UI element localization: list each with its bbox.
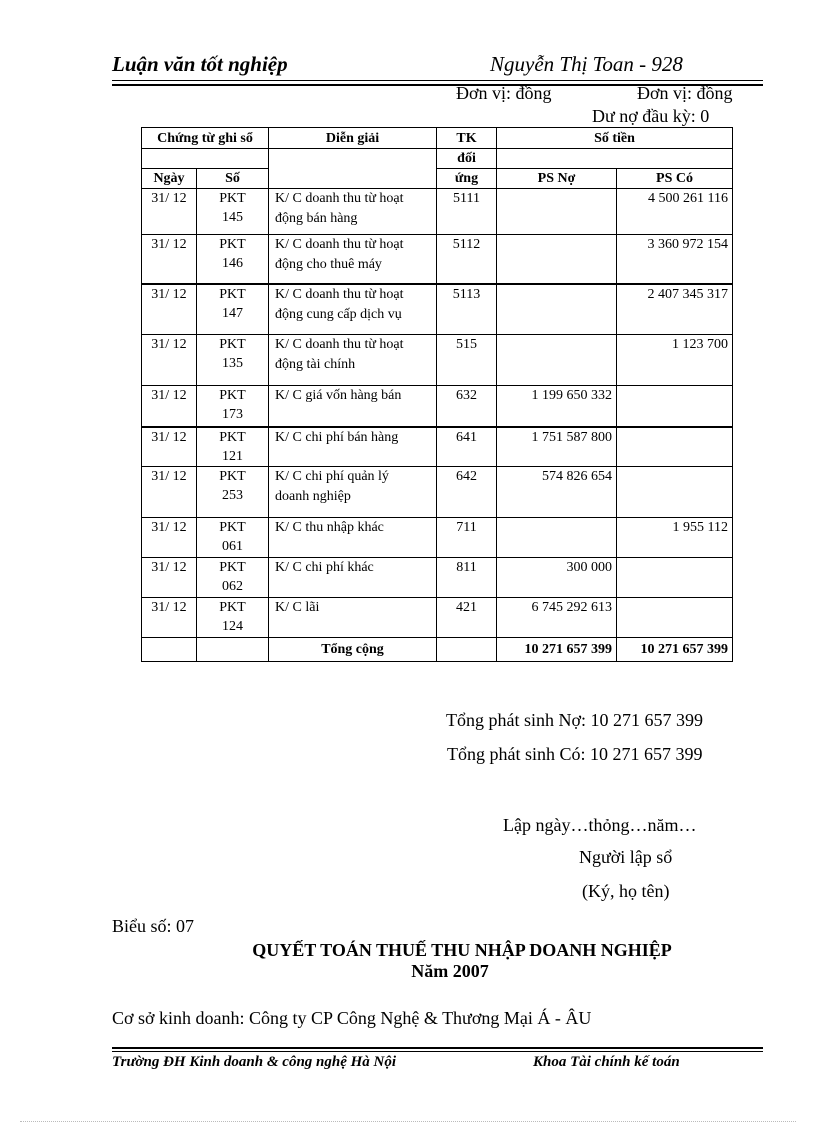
table-row — [142, 557, 733, 597]
header-account: TK — [437, 128, 497, 149]
signature-person: Người lập sổ — [579, 847, 673, 867]
row-date: 31/ 12 — [142, 427, 197, 467]
row-date: 31/ 12 — [142, 597, 197, 637]
row-credit: 2 407 345 317 — [617, 284, 733, 335]
row-debit: 1 751 587 800 — [497, 427, 617, 467]
header-voucher: Chứng từ ghi sổ — [142, 128, 269, 149]
row-credit — [617, 466, 733, 517]
row-debit: 574 826 654 — [497, 466, 617, 517]
row-description: K/ C chi phí quản lý doanh nghiệp — [269, 466, 437, 517]
table-row — [142, 386, 733, 427]
form-year: Năm 2007 — [411, 961, 489, 981]
table-row — [142, 517, 733, 557]
total-label: Tổng cộng — [269, 637, 437, 661]
row-date: 31/ 12 — [142, 466, 197, 517]
header-blank — [497, 149, 733, 169]
unit-label: Đơn vị: đồng — [637, 83, 733, 103]
total-credit-summary: Tổng phát sinh Có: 10 271 657 399 — [447, 744, 703, 764]
row-date: 31/ 12 — [142, 386, 197, 427]
row-date: 31/ 12 — [142, 284, 197, 335]
row-date: 31/ 12 — [142, 189, 197, 235]
row-debit: 1 199 650 332 — [497, 386, 617, 427]
page-edge-divider — [20, 1121, 796, 1122]
row-description: K/ C thu nhập khác — [269, 517, 437, 557]
footer-rule — [112, 1051, 763, 1052]
row-description: K/ C doanh thu từ hoạt động bán hàng — [269, 189, 437, 235]
row-number: PKT 135 — [197, 335, 269, 386]
row-debit — [497, 189, 617, 235]
row-description: K/ C doanh thu từ hoạt động cho thuê máy — [269, 235, 437, 284]
row-account: 515 — [437, 335, 497, 386]
row-date: 31/ 12 — [142, 235, 197, 284]
row-debit — [497, 335, 617, 386]
row-debit — [497, 517, 617, 557]
row-description: K/ C chi phí bán hàng — [269, 427, 437, 467]
form-title: QUYẾT TOÁN THUẾ THU NHẬP DOANH NGHIỆP — [252, 940, 672, 960]
signature-date: Lập ngày…thỏng…năm… — [503, 815, 697, 835]
header-author: Nguyễn Thị Toan - 928 — [490, 52, 683, 76]
row-number: PKT 124 — [197, 597, 269, 637]
row-account: 421 — [437, 597, 497, 637]
row-credit — [617, 597, 733, 637]
header-account-sub: đối — [437, 149, 497, 169]
header-blank — [142, 149, 269, 169]
table-row — [142, 466, 733, 517]
row-credit: 1 955 112 — [617, 517, 733, 557]
row-date: 31/ 12 — [142, 517, 197, 557]
row-debit: 6 745 292 613 — [497, 597, 617, 637]
row-credit — [617, 557, 733, 597]
header-number: Số — [197, 169, 269, 189]
form-number: Biểu số: 07 — [112, 916, 195, 936]
table-row — [142, 597, 733, 637]
row-debit — [497, 284, 617, 335]
total-credit: 10 271 657 399 — [617, 637, 733, 661]
table-row — [142, 189, 733, 235]
row-account: 711 — [437, 517, 497, 557]
unit-label: Đơn vị: đồng — [456, 83, 552, 103]
total-debit-summary: Tổng phát sinh Nợ: 10 271 657 399 — [446, 710, 704, 730]
row-number: PKT 146 — [197, 235, 269, 284]
total-blank — [142, 637, 197, 661]
ledger-table — [141, 127, 733, 662]
header-blank — [269, 149, 437, 189]
table-row — [142, 427, 733, 467]
row-account: 811 — [437, 557, 497, 597]
row-number: PKT 253 — [197, 466, 269, 517]
row-number: PKT 145 — [197, 189, 269, 235]
row-account: 642 — [437, 466, 497, 517]
row-number: PKT 061 — [197, 517, 269, 557]
header-description: Diễn giải — [269, 128, 437, 149]
header-thesis-title: Luận văn tốt nghiệp — [112, 52, 288, 76]
row-date: 31/ 12 — [142, 557, 197, 597]
row-description: K/ C doanh thu từ hoạt động cung cấp dịch vụ — [269, 284, 437, 335]
row-description: K/ C giá vốn hàng bán — [269, 386, 437, 427]
total-row — [142, 637, 733, 661]
row-debit — [497, 235, 617, 284]
signature-note: (Ký, họ tên) — [582, 881, 670, 901]
row-number: PKT 062 — [197, 557, 269, 597]
row-description: K/ C chi phí khác — [269, 557, 437, 597]
row-account: 5113 — [437, 284, 497, 335]
footer-department: Khoa Tài chính kế toán — [533, 1054, 680, 1070]
header-debit: PS Nợ — [497, 169, 617, 189]
row-number: PKT 147 — [197, 284, 269, 335]
row-description: K/ C doanh thu từ hoạt động tài chính — [269, 335, 437, 386]
row-account: 632 — [437, 386, 497, 427]
total-blank — [437, 637, 497, 661]
header-date: Ngày — [142, 169, 197, 189]
footer-rule — [112, 1047, 763, 1049]
table-row — [142, 335, 733, 386]
row-description: K/ C lãi — [269, 597, 437, 637]
footer-school: Trường ĐH Kinh doanh & công nghệ Hà Nội — [112, 1054, 397, 1070]
row-number: PKT 121 — [197, 427, 269, 467]
row-number: PKT 173 — [197, 386, 269, 427]
header-rule — [112, 80, 763, 81]
header-amount: Số tiền — [497, 128, 733, 149]
table-row — [142, 235, 733, 284]
total-blank — [197, 637, 269, 661]
opening-balance: Dư nợ đầu kỳ: 0 — [592, 106, 710, 126]
business-name: Cơ sở kinh doanh: Công ty CP Công Nghệ & Thương Mại Á - ÂU — [112, 1008, 592, 1028]
table-row — [142, 284, 733, 335]
row-account: 5112 — [437, 235, 497, 284]
row-credit: 4 500 261 116 — [617, 189, 733, 235]
header-credit: PS Có — [617, 169, 733, 189]
row-account: 5111 — [437, 189, 497, 235]
row-credit: 1 123 700 — [617, 335, 733, 386]
header-account-sub: ứng — [437, 169, 497, 189]
row-date: 31/ 12 — [142, 335, 197, 386]
row-account: 641 — [437, 427, 497, 467]
row-credit: 3 360 972 154 — [617, 235, 733, 284]
total-debit: 10 271 657 399 — [497, 637, 617, 661]
row-credit — [617, 386, 733, 427]
row-credit — [617, 427, 733, 467]
row-debit: 300 000 — [497, 557, 617, 597]
